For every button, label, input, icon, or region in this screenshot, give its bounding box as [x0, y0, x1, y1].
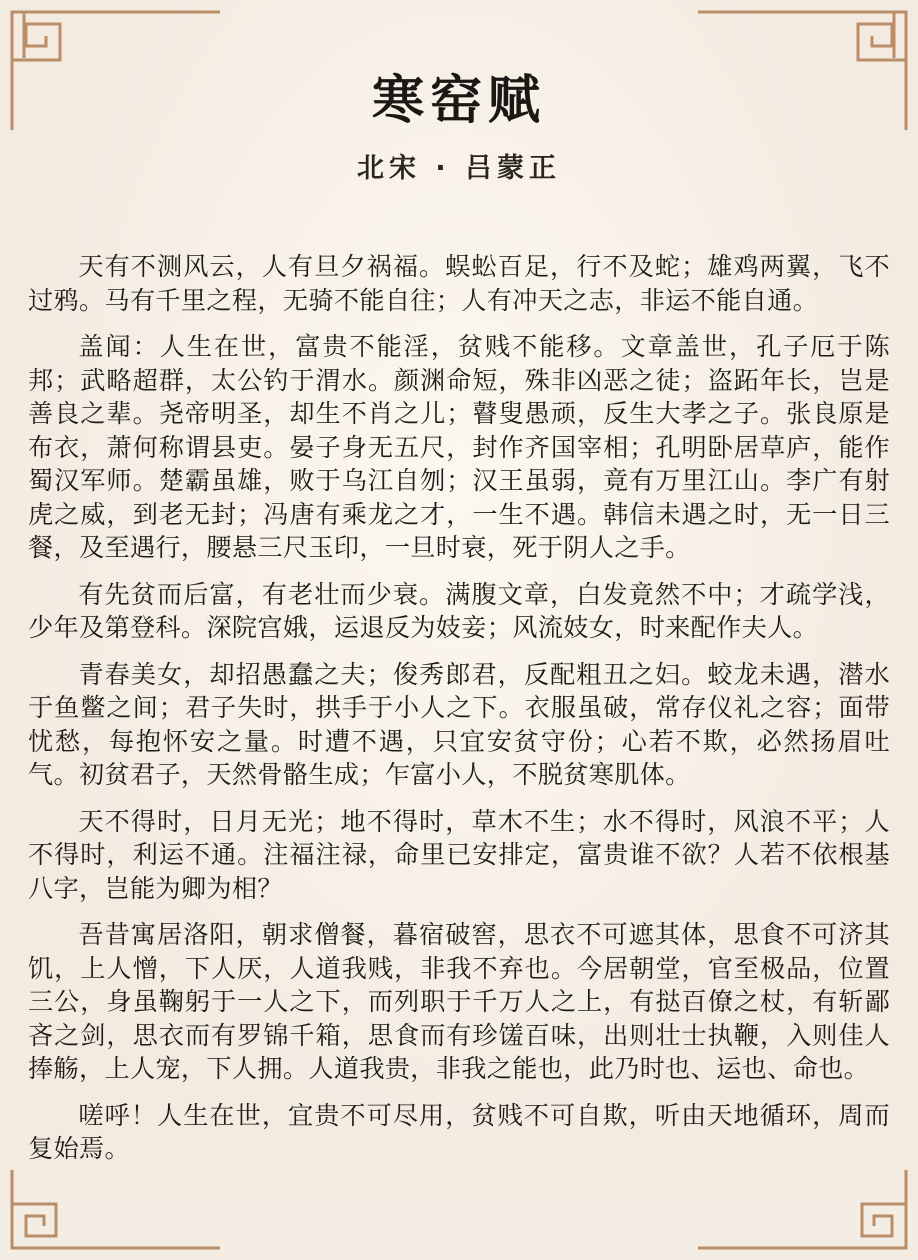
- document-body: [28, 250, 890, 1179]
- document-author: 北宋 · 吕蒙正: [356, 153, 562, 184]
- paragraph-2: 盖闻：人生在世，富贵不能淫，贫贱不能移。文章盖世，孔子厄于陈邦；武略超群，太公钓于渭水。颜渊命短，殊非凶恶之徒；盗跖年长，岂是善良之辈。尧帝明圣，却生不肖之儿；瞽叟愚顽，反生大孝之子。张良原是布衣，萧何称谓县吏。晏子身无五尺，封作齐国宰相；孔明卧居草庐，能作蜀汉军师。楚霸虽雄，败于乌江自刎；汉王虽弱，竟有万里江山。李广有射虎之威，到老无封；冯唐有乘龙之才，一生不遇。韩信未遇之时，无一日三餐，及至遇行，腰悬三尺玉印，一旦时衰，死于阴人之手。: [28, 332, 890, 562]
- paragraph-7: 嗟呼！人生在世，宜贵不可尽用，贫贱不可自欺，听由天地循环，周而复始焉。: [28, 1100, 890, 1163]
- corner-ornament-bottom-right: [698, 1170, 918, 1260]
- paragraph-3: 有先贫而后富，有老壮而少衰。满腹文章，白发竟然不中；才疏学浅，少年及第登科。深院宫娥，运退反为妓妾；风流妓女，时来配作夫人。: [28, 579, 890, 642]
- paragraph-4: 青春美女，却招愚蠢之夫；俊秀郎君，反配粗丑之妇。蛟龙未遇，潜水于鱼鳖之间；君子失时，拱手于小人之下。衣服虽破，常存仪礼之容；面带忧愁，每抱怀安之量。时遭不遇，只宜安贫守份；心若不欺，必然扬眉吐气。初贫君子，天然骨骼生成；乍富小人，不脱贫寒肌体。: [28, 659, 890, 789]
- paragraph-6: 吾昔寓居洛阳，朝求僧餐，暮宿破窖，思衣不可遮其体，思食不可济其饥，上人憎，下人厌，人道我贱，非我不弃也。今居朝堂，官至极品，位置三公，身虽鞠躬于一人之下，而列职于千万人之上，有挞百僚之杖，有斩鄙吝之剑，思衣而有罗锦千箱，思食而有珍馐百味，出则壮士执鞭，入则佳人捧觞，上人宠，下人拥。人道我贵，非我之能也，此乃时也、运也、命也。: [28, 920, 890, 1083]
- paragraph-1: 天有不测风云，人有旦夕祸福。蜈蚣百足，行不及蛇；雄鸡两翼，飞不过鸦。马有千里之程，无骑不能自往；人有冲天之志，非运不能自通。: [28, 252, 890, 315]
- document-title: 寒窑赋: [371, 71, 546, 131]
- paragraph-5: 天不得时，日月无光；地不得时，草木不生；水不得时，风浪不平；人不得时，利运不通。注福注禄，命里已安排定，富贵谁不欲？人若不依根基八字，岂能为卿为相？: [28, 806, 890, 903]
- corner-ornament-bottom-left: [0, 1170, 220, 1260]
